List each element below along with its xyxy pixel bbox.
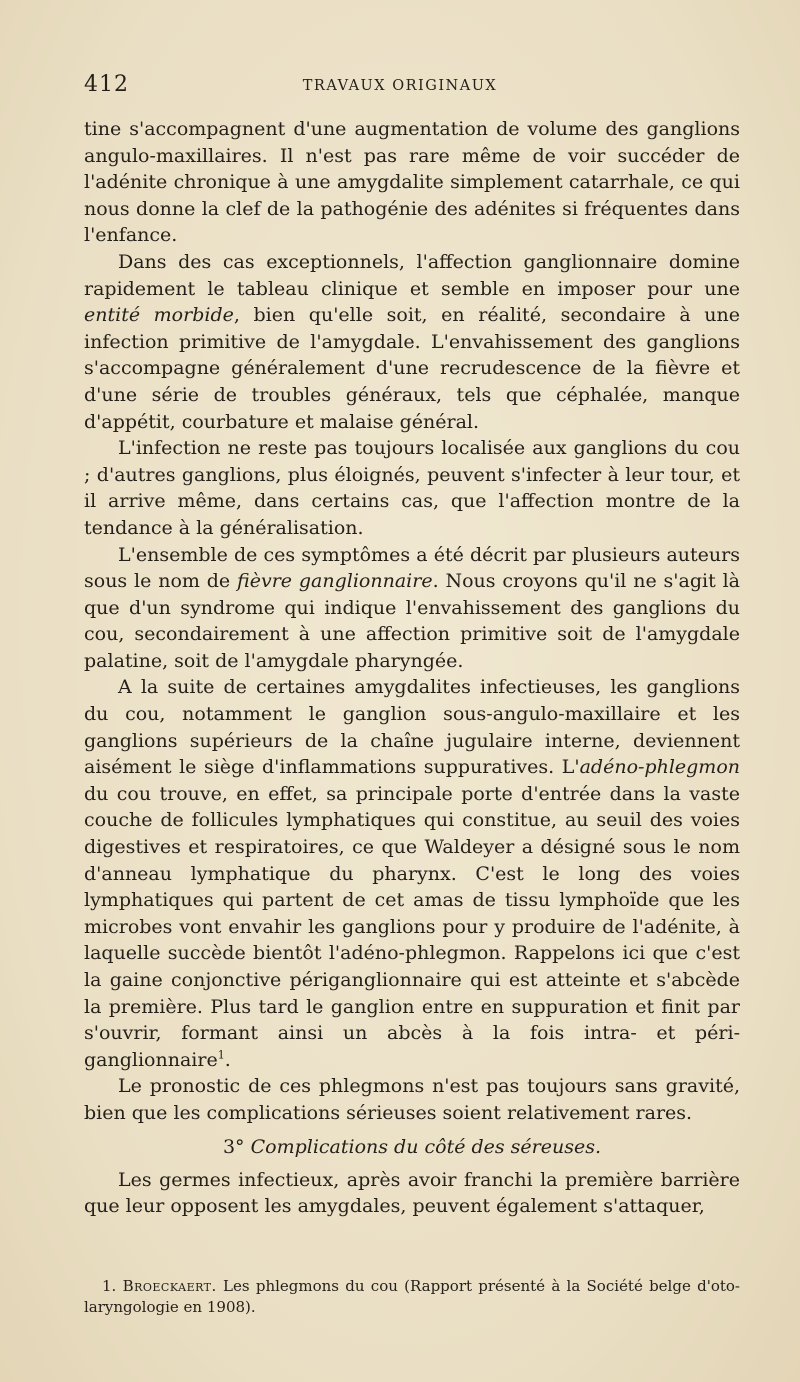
paragraph: Les germes infectieux, après avoir franchi la première barrière que leur opposent les amygdales, peuvent également s'attaquer, bbox=[84, 1168, 740, 1218]
page-header bbox=[84, 72, 716, 100]
italic-term: adéno-phlegmon bbox=[579, 756, 740, 779]
section-title: Complications du côté des séreuses. bbox=[250, 1135, 602, 1158]
paragraph: A la suite de certaines amygdalites infectieuses, les ganglions du cou, notamment le ganglion sous-angulo-maxillaire et les ganglions supérieurs de la chaîne jugulaire interne, deviennent aisément le siège d'inflammations suppuratives. L'adéno-phlegmon du cou trouve, en effet, sa principale porte d'entrée dans la vaste couche de follicules lymphatiques qui constitue, au seuil des voies digestives et respiratoires, ce que Waldeyer a désigné sous le nom d'anneau lymphatique du pharynx. C'est le long des voies lymphatiques qui partent de cet amas de tissu lymphoïde que les microbes vont envahir les ganglions pour y produire de l'adénite, à laquelle succède bientôt l'adéno-phlegmon. Rappelons ici que c'est la gaine conjonctive périganglionnaire qui est atteinte et s'abcède la première. Plus tard le ganglion entre en suppuration et finit par s'ouvrir, formant ainsi un abcès à la fois intra- et péri-ganglionnaire$^1$. bbox=[84, 676, 740, 1071]
paragraph: tine s'accompagnent d'une augmentation de volume des ganglions angulo-maxillaires. Il n'est pas rare même de voir succéder de l'adénite chronique à une amygdalite simplement catarrhale, ce qui nous donne la clef de la pathogénie des adénites si fréquentes dans l'enfance. bbox=[84, 118, 740, 247]
footnote bbox=[84, 1276, 740, 1318]
footnote-reference[interactable]: 1 bbox=[217, 1048, 225, 1062]
italic-term: entité morbide bbox=[84, 304, 234, 327]
paragraph: L'ensemble de ces symptômes a été décrit par plusieurs auteurs sous le nom de fièvre ganglionnaire. Nous croyons qu'il ne s'agit là que d'un syndrome qui indique l'envahissement des ganglions du cou, secondairement à une affection primitive soit de l'amygdale palatine, soit de l'amygdale pharyngée. bbox=[84, 543, 740, 672]
paragraph: L'infection ne reste pas toujours localisée aux ganglions du cou ; d'autres ganglions, plus éloignés, peuvent s'infecter à leur tour, et il arrive même, dans certains cas, que l'affection montre de la tendance à la généralisation. bbox=[84, 437, 740, 539]
italic-term: fièvre ganglionnaire bbox=[237, 570, 433, 593]
page-number: 412 bbox=[84, 72, 129, 97]
paragraph: Dans des cas exceptionnels, l'affection ganglionnaire domine rapidement le tableau clinique et semble en imposer pour une entité morbide, bien qu'elle soit, en réalité, secondaire à une infection primitive de l'amygdale. L'envahissement des ganglions s'accompagne généralement d'une recrudescence de la fièvre et d'une série de troubles généraux, tels que céphalée, manque d'appétit, courbature et malaise général. bbox=[84, 250, 741, 433]
section-number: 3° bbox=[222, 1135, 245, 1158]
running-title: TRAVAUX ORIGINAUX bbox=[302, 78, 498, 94]
section-heading bbox=[84, 1133, 740, 1161]
footnote-text: 1. Broeckaert. Les phlegmons du cou (Rapport présenté à la Société belge d'oto-laryngologie en 1908). bbox=[84, 1277, 740, 1316]
footnote-author: Broeckaert. bbox=[122, 1277, 217, 1295]
paragraph: Le pronostic de ces phlegmons n'est pas toujours sans gravité, bien que les complications sérieuses soient relativement rares. bbox=[84, 1075, 740, 1124]
body-text bbox=[84, 116, 740, 1220]
footnote-marker: 1. bbox=[102, 1277, 117, 1295]
